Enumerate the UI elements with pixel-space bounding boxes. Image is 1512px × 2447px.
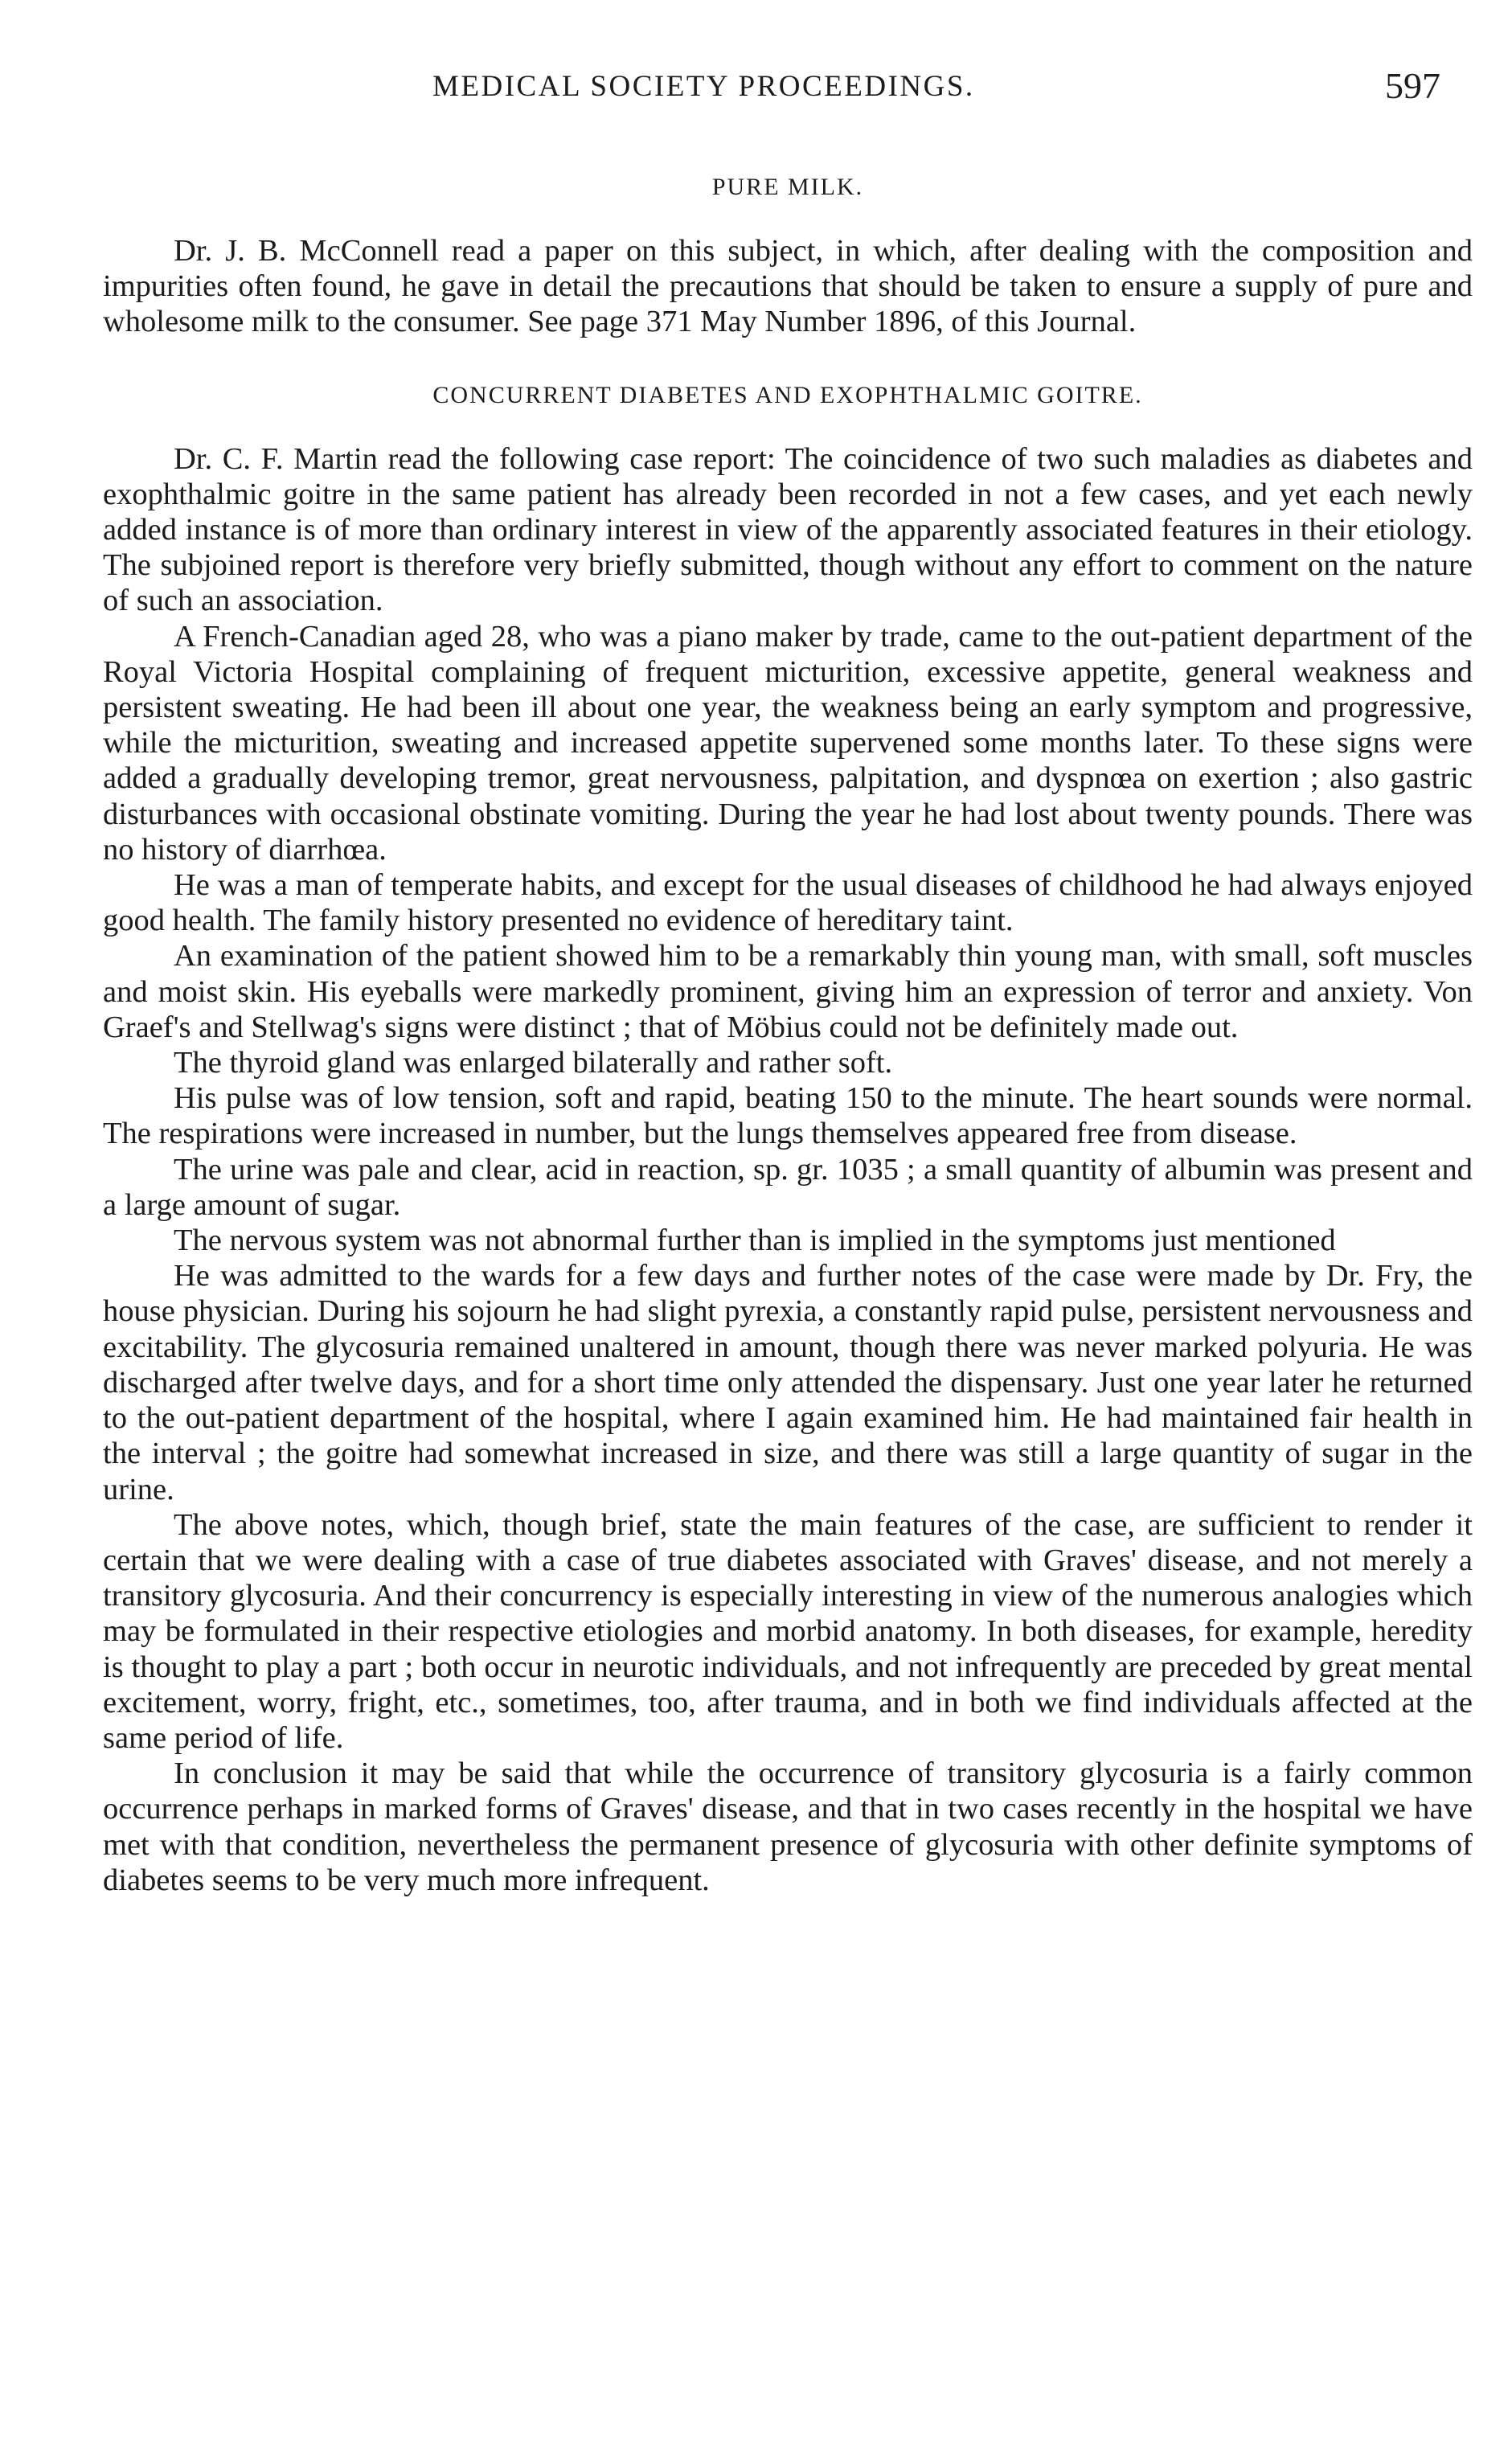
paragraph: An examination of the patient showed him to be a remarkably thin young man, with small, soft muscles and moist skin. His eyeballs were markedly prominent, giving him an expression of terror and anxiety. Von Graef's and Stellwag's signs were distinct ; that of Möbius could not be definitely made out. xyxy=(103,939,1473,1044)
section-diabetes-goitre xyxy=(103,382,1473,1898)
journal-page xyxy=(103,64,1473,1898)
paragraph: He was a man of temperate habits, and except for the usual diseases of childhood he had always enjoyed good health. The family history presented no evidence of hereditary taint. xyxy=(103,868,1473,938)
paragraph: A French-Canadian aged 28, who was a piano maker by trade, came to the out-patient department of the Royal Victoria Hospital complaining of frequent micturition, excessive appetite, general weakness and persistent sweating. He had been ill about one year, the weakness being an early symptom and progressive, while the micturition, sweating and increased appetite supervened some months later. To these signs were added a gradually developing tremor, great nervousness, palpitation, and dyspnœa on exertion ; also gastric disturbances with occasional obstinate vomiting. During the year he had lost about twenty pounds. There was no history of diarrhœa. xyxy=(103,619,1473,867)
paragraph: He was admitted to the wards for a few days and further notes of the case were made by Dr. Fry, the house physician. During his sojourn he had slight pyrexia, a constantly rapid pulse, persistent nervousness and excitability. The glycosuria remained unaltered in amount, though there was never marked polyuria. He was discharged after twelve days, and for a short time only attended the dispensary. Just one year later he returned to the out-patient department of the hospital, where I again examined him. He had maintained fair health in the interval ; the goitre had somewhat increased in size, and there was still a large quantity of sugar in the urine. xyxy=(103,1259,1473,1506)
section-title: CONCURRENT DIABETES AND EXOPHTHALMIC GOITRE. xyxy=(432,381,1143,408)
paragraph: The urine was pale and clear, acid in reaction, sp. gr. 1035 ; a small quantity of albumin was present and a large amount of sugar. xyxy=(103,1152,1473,1222)
section-title: PURE MILK. xyxy=(711,174,864,200)
running-title: MEDICAL SOCIETY PROCEEDINGS. xyxy=(432,70,975,103)
paragraph: His pulse was of low tension, soft and rapid, beating 150 to the minute. The heart sounds were normal. The respirations were increased in number, but the lungs themselves appeared free from disease. xyxy=(103,1081,1473,1151)
paragraph: Dr. C. F. Martin read the following case report: The coincidence of two such maladies as diabetes and exophthalmic goitre in the same patient has already been recorded in not a few cases, and yet each newly added instance is of more than ordinary interest in view of the apparently associated features in their etiology. The subjoined report is therefore very briefly submitted, though without any effort to comment on the nature of such an association. xyxy=(103,441,1473,618)
running-header xyxy=(103,64,1473,121)
page-number: 597 xyxy=(1385,65,1440,106)
paragraph: Dr. J. B. McConnell read a paper on this subject, in which, after dealing with the composition and impurities often found, he gave in detail the precautions that should be taken to ensure a supply of pure and wholesome milk to the consumer. See page 371 May Number 1896, of this Journal. xyxy=(103,234,1473,339)
paragraph: The above notes, which, though brief, state the main features of the case, are sufficient to render it certain that we were dealing with a case of true diabetes associated with Graves' disease, and not merely a transitory glycosuria. And their concurrency is especially interesting in view of the numerous analogies which may be formulated in their respective etiologies and morbid anatomy. In both diseases, for example, heredity is thought to play a part ; both occur in neurotic individuals, and not infrequently are preceded by great mental excitement, worry, fright, etc., sometimes, too, after trauma, and in both we find individuals affected at the same period of life. xyxy=(103,1507,1473,1755)
section-pure-milk xyxy=(103,174,1473,340)
paragraph: The nervous system was not abnormal further than is implied in the symptoms just mentioned xyxy=(174,1224,1336,1258)
paragraph: In conclusion it may be said that while the occurrence of transitory glycosuria is a fairly common occurrence perhaps in marked forms of Graves' disease, and that in two cases recently in the hospital we have met with that condition, nevertheless the permanent presence of glycosuria with other definite symptoms of diabetes seems to be very much more infrequent. xyxy=(103,1756,1473,1897)
paragraph: The thyroid gland was enlarged bilaterally and rather soft. xyxy=(174,1046,893,1080)
